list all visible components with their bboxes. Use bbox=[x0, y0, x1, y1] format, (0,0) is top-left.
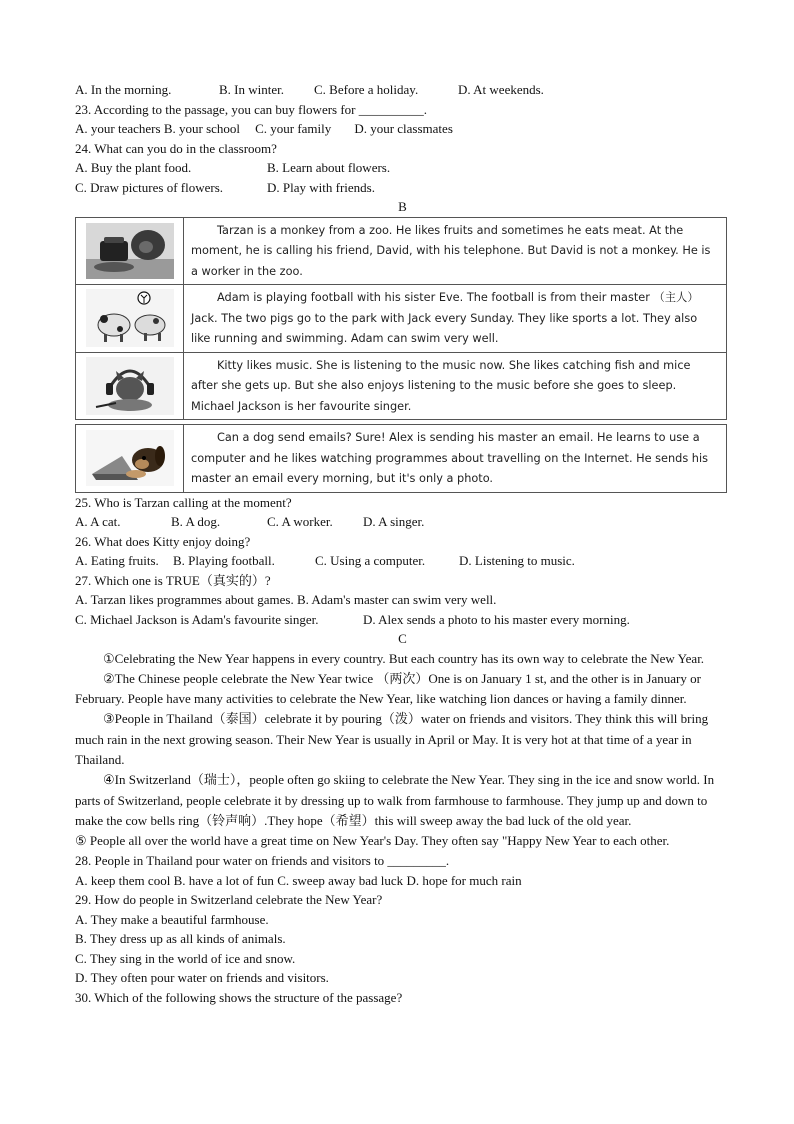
q25-option-a: A. A cat. bbox=[75, 514, 121, 529]
q29-option-d: D. They often pour water on friends and visitors. bbox=[75, 970, 329, 986]
q27-option-c: C. Michael Jackson is Adam's favourite singer. bbox=[75, 611, 319, 627]
q30-question: 30. Which of the following shows the structure of the passage? bbox=[75, 989, 403, 1005]
q23-option-c: C. your family bbox=[255, 121, 332, 136]
q26-option-d: D. Listening to music. bbox=[459, 553, 575, 568]
q22-options bbox=[75, 80, 730, 100]
q23-options bbox=[75, 119, 730, 139]
q23-question: 23. According to the passage, you can buy flowers for __________. bbox=[75, 101, 428, 117]
q25-option-b: B. A dog. bbox=[171, 514, 221, 529]
q29-option-c: C. They sing in the world of ice and snow. bbox=[75, 950, 296, 966]
q23-option-a: A. your teachers bbox=[75, 121, 161, 136]
table-row bbox=[76, 217, 727, 285]
tarzan-text: Tarzan is a monkey from a zoo. He likes fruits and sometimes he eats meat. At the moment, he is calling his friend, David, with his telephone. But David is not a monkey. He is a worker in the zoo. bbox=[191, 223, 711, 278]
table-text-cell bbox=[184, 217, 727, 285]
q27-question: 27. Which one is TRUE（真实的）? bbox=[75, 572, 271, 588]
q28-question: 28. People in Thailand pour water on friends and visitors to _________. bbox=[75, 853, 450, 869]
table-row bbox=[76, 425, 727, 493]
q27-option-d: D. Alex sends a photo to his master every morning. bbox=[363, 611, 630, 627]
q26-option-b: B. Playing football. bbox=[173, 553, 275, 568]
kitty-text: Kitty likes music. She is listening to the music now. She likes catching fish and mice after she gets up. But she also enjoys listening to the music before she goes to sleep. Michael Jackson is her favourite singer. bbox=[191, 358, 691, 413]
section-c-label: C bbox=[398, 631, 407, 646]
section-b-table bbox=[75, 217, 727, 421]
q27-options-row2 bbox=[75, 610, 730, 630]
q28-option-d: D. hope for much rain bbox=[406, 872, 522, 888]
image-cell bbox=[76, 425, 184, 493]
table-row bbox=[76, 285, 727, 353]
q26-options bbox=[75, 551, 730, 571]
q24-options-row2 bbox=[75, 178, 730, 198]
q26-option-a: A. Eating fruits. bbox=[75, 553, 159, 568]
q25-option-c: C. A worker. bbox=[267, 514, 333, 529]
table-row bbox=[76, 352, 727, 420]
section-b-label: B bbox=[398, 199, 407, 214]
q22-option-b: B. In winter. bbox=[219, 82, 284, 97]
image-cell bbox=[76, 217, 184, 285]
passage-paragraph-1: ①Celebrating the New Year happens in every country. But each country has its own way to celebrate the New Year. bbox=[103, 650, 705, 666]
q25-options bbox=[75, 512, 730, 532]
q29-question: 29. How do people in Switzerland celebrate the New Year? bbox=[75, 892, 383, 908]
alex-text: Can a dog send emails? Sure! Alex is sending his master an email. He learns to use a computer and he likes watching programmes about travelling on the Internet. He sends his master an email every morning, but it's only a photo. bbox=[191, 431, 708, 485]
cat-with-headphones-photo bbox=[86, 357, 174, 415]
q22-option-c: C. Before a holiday. bbox=[314, 82, 419, 97]
q24-question: 24. What can you do in the classroom? bbox=[75, 140, 277, 156]
passage-paragraph-5: ⑤ People all over the world have a great time on New Year's Day. They often say "Happy New Year to each other. bbox=[75, 833, 670, 849]
q28-option-b: B. have a lot of fun bbox=[173, 872, 274, 888]
q27-option-b: B. Adam's master can swim very well. bbox=[296, 592, 497, 607]
passage-paragraph-3: ③People in Thailand（泰国）celebrate it by pouring（泼）water on friends and visitors. They think this will bring much rain in the next growing season. Their New Year is usually in April or May. It is very hot at that time of a year in Thailand. bbox=[75, 711, 709, 767]
q25-option-d: D. A singer. bbox=[363, 514, 425, 529]
q23-option-b: B. your school bbox=[163, 121, 241, 136]
q26-question: 26. What does Kitty enjoy doing? bbox=[75, 533, 251, 549]
image-cell bbox=[76, 352, 184, 420]
table-text-cell bbox=[184, 425, 727, 493]
adam-text: Adam is playing football with his sister Eve. The football is from their master （主人） Jack. The two pigs go to the park with Jack every Sunday. They like sports a lot. They also like running and swimming. Adam can swim very well. bbox=[191, 291, 699, 345]
passage-paragraph-2: ②The Chinese people celebrate the New Year twice （两次）One is on January 1 st, and the other is in January or February. People have many activities to celebrate the New Year, like watching lion dances or having a family dinner. bbox=[75, 670, 701, 707]
q27-options-row1 bbox=[75, 590, 730, 610]
table-text-cell bbox=[184, 285, 727, 353]
q28-options bbox=[75, 871, 730, 891]
q25-question: 25. Who is Tarzan calling at the moment? bbox=[75, 494, 292, 510]
q26-option-c: C. Using a computer. bbox=[315, 553, 426, 568]
q22-option-a: A. In the morning. bbox=[75, 82, 172, 97]
pigs-with-football-photo bbox=[86, 289, 174, 347]
q24-option-a: A. Buy the plant food. bbox=[75, 160, 192, 175]
q24-option-b: B. Learn about flowers. bbox=[267, 160, 391, 175]
q24-option-c: C. Draw pictures of flowers. bbox=[75, 179, 224, 195]
passage-paragraph-4: ④In Switzerland（瑞士），people often go skiing to celebrate the New Year. They sing in the ice and snow world. In parts of Switzerland, people celebrate it by dressing up to walk from farmhouse to farmhouse. They jump up and down to make the cow bells ring（铃声响）.They hope（希望）this will sweep away the bad luck of the old year. bbox=[75, 772, 715, 828]
exam-page bbox=[75, 80, 730, 1007]
q29-option-a: A. They make a beautiful farmhouse. bbox=[75, 911, 269, 927]
q23-option-d: D. your classmates bbox=[354, 121, 453, 136]
dog-with-laptop-photo bbox=[86, 430, 174, 486]
table-text-cell bbox=[184, 352, 727, 420]
q27-option-a: A. Tarzan likes programmes about games. bbox=[75, 592, 294, 607]
monkey-on-phone-photo bbox=[86, 223, 174, 279]
q28-option-c: C. sweep away bad luck bbox=[277, 872, 404, 888]
q29-option-b: B. They dress up as all kinds of animals. bbox=[75, 931, 286, 947]
q28-option-a: A. keep them cool bbox=[75, 872, 171, 888]
q22-option-d: D. At weekends. bbox=[458, 82, 544, 97]
section-b-table-last bbox=[75, 424, 727, 493]
image-cell bbox=[76, 285, 184, 353]
q24-options-row1 bbox=[75, 158, 730, 178]
q24-option-d: D. Play with friends. bbox=[267, 179, 375, 195]
